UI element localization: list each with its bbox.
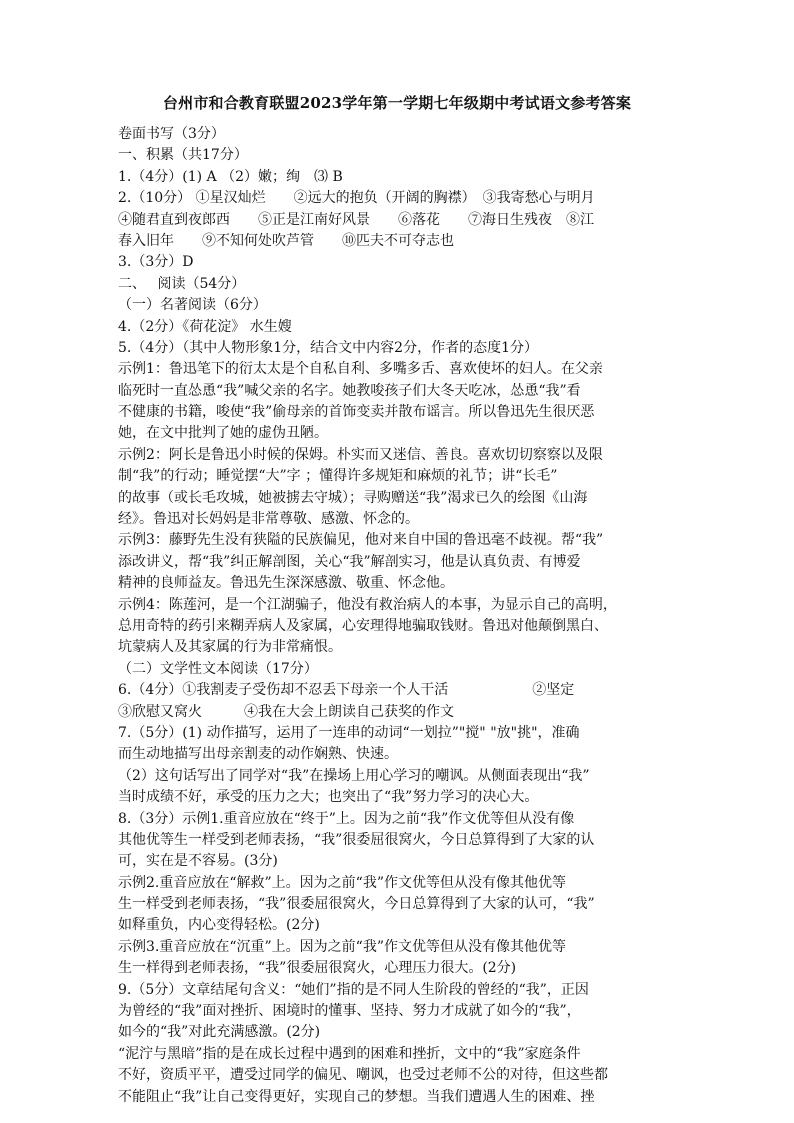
text-line: “泥泞与黑暗”指的是在成长过程中遇到的困难和挫折，文中的“我”家庭条件 bbox=[118, 1045, 581, 1062]
text-line: 如释重负，内心变得轻松。(2分) bbox=[118, 917, 320, 934]
text-line: 坑蒙病人及其家属的行为非常痛恨。 bbox=[118, 639, 342, 656]
answer-body bbox=[118, 124, 678, 1108]
text-line: 而生动地描写出母亲割麦的动作娴熟、快速。 bbox=[118, 746, 398, 763]
document-title: 台州市和合教育联盟2023学年第一学期七年级期中考试语文参考答案 bbox=[162, 94, 632, 112]
text-line: 一、积累（共17分） bbox=[118, 147, 248, 164]
text-line: 可，实在是不容易。(3分) bbox=[118, 853, 278, 870]
text-line: 5.（4分）（其中人物形象1分，结合文中内容2分，作者的态度1分） bbox=[118, 339, 538, 356]
text-line: 4.（2分）《荷花淀》 水生嫂 bbox=[118, 318, 292, 335]
text-line: 3.（3分）D bbox=[118, 254, 194, 271]
text-line: 不健康的书籍，唆使“我”偷母亲的首饰变卖并散布谣言。所以鲁迅先生很厌恶 bbox=[118, 404, 595, 421]
text-line: （二）文学性文本阅读（17分） bbox=[118, 660, 318, 677]
text-line: ③欣慰又窝火 ④我在大会上朗读自己获奖的作文 bbox=[118, 703, 454, 720]
text-line: 总用奇特的药引来糊弄病人及家属，心安理得地骗取钱财。鲁迅对他颠倒黑白、 bbox=[118, 617, 608, 634]
text-line: 生一样得到老师表扬，“我”很委屈很窝火，心理压力很大。(2分) bbox=[118, 960, 517, 977]
text-line: 2.（10分） ①星汉灿烂 ②远大的抱负（开阔的胸襟） ③我寄愁心与明月 bbox=[118, 190, 595, 207]
text-line: 示例2.重音应放在“解救”上。因为之前“我”作文优等但从没有像其他优等 bbox=[118, 874, 566, 891]
text-line: 经》。鲁迅对长妈妈是非常尊敬、感激、怀念的。 bbox=[118, 511, 419, 528]
text-line: 为曾经的“我”面对挫折、困境时的懂事、坚持、努力才成就了如今的“我”， bbox=[118, 1003, 581, 1020]
text-line: 春入旧年 ⑨不知何处吹芦管 ⑩匹夫不可夺志也 bbox=[118, 232, 454, 249]
text-line: 她，在文中批判了她的虚伪丑陋。 bbox=[118, 425, 328, 442]
text-line: 示例3：藤野先生没有狭隘的民族偏见，他对来自中国的鲁迅毫不歧视。帮“我” bbox=[118, 532, 604, 549]
text-line: 7.（5分）(1) 动作描写，运用了一连串的动词“一划拉”"搅" "放"挑"，准确 bbox=[118, 724, 580, 741]
text-line: 当时成绩不好，承受的压力之大；也突出了“我”努力学习的决心大。 bbox=[118, 789, 539, 806]
text-line: 添改讲义，帮“我”纠正解剖图，关心“我”解剖实习，他是认真负责、有博爱 bbox=[118, 553, 581, 570]
text-line: 其他优等生一样受到老师表扬，“我”很委屈很窝火，今日总算得到了大家的认 bbox=[118, 831, 595, 848]
text-line: 9.（5分）文章结尾句含义：“她们”指的是不同人生阶段的曾经的“我”，正因 bbox=[118, 981, 589, 998]
text-line: 的故事（或长毛攻城，她被掳去守城）；寻购赠送“我”渴求已久的绘图《山海 bbox=[118, 489, 588, 506]
text-line: 示例1：鲁迅笔下的衍太太是个自私自利、多嘴多舌、喜欢使坏的妇人。在父亲 bbox=[118, 361, 603, 378]
text-line: 示例4：陈莲河，是一个江湖骗子，他没有救治病人的本事，为显示自己的高明， bbox=[118, 596, 617, 613]
text-line: 8.（3分）示例1.重音应放在“终于”上。因为之前“我”作文优等但从没有像 bbox=[118, 810, 575, 827]
text-line: 精神的良师益友。鲁迅先生深深感激、敬重、怀念他。 bbox=[118, 575, 454, 592]
text-line: （2）这句话写出了同学对“我”在操场上用心学习的嘲讽。从侧面表现出“我” bbox=[118, 767, 590, 784]
text-line: 不好，资质平平，遭受过同学的偏见、嘲讽，也受过老师不公的对待，但这些都 bbox=[118, 1067, 608, 1084]
text-line: 不能阻止“我”让自己变得更好，实现自己的梦想。当我们遭遇人生的困难、挫 bbox=[118, 1088, 595, 1105]
text-line: 二、 阅读（54分） bbox=[118, 275, 246, 292]
text-line: （一）名著阅读（6分） bbox=[118, 297, 267, 314]
text-line: 制“我”的行动；睡觉摆“大”字 ；懂得许多规矩和麻烦的礼节；讲“长毛” bbox=[118, 468, 558, 485]
text-line: 1.（4分）(1) A （2）嫩；绚 ⑶ B bbox=[118, 168, 343, 185]
text-line: 临死时一直怂恿“我”喊父亲的名字。她教唆孩子们大冬天吃冰，怂恿“我”看 bbox=[118, 382, 581, 399]
text-line: 6.（4分）①我割麦子受伤却不忍丢下母亲一个人干活 ②坚定 bbox=[118, 682, 575, 699]
text-line: 生一样受到老师表扬，“我”很委屈很窝火，今日总算得到了大家的认可，“我” bbox=[118, 896, 595, 913]
text-line: ④随君直到夜郎西 ⑤正是江南好风景 ⑥落花 ⑦海日生残夜 ⑧江 bbox=[118, 211, 594, 228]
text-line: 示例2：阿长是鲁迅小时候的保姆。朴实而又迷信、善良。喜欢切切察察以及限 bbox=[118, 446, 603, 463]
text-line: 卷面书写（3分） bbox=[118, 126, 225, 142]
text-line: 如今的“我”对此充满感激。(2分) bbox=[118, 1024, 321, 1041]
text-line: 示例3.重音应放在“沉重”上。因为之前“我”作文优等但从没有像其他优等 bbox=[118, 938, 566, 955]
